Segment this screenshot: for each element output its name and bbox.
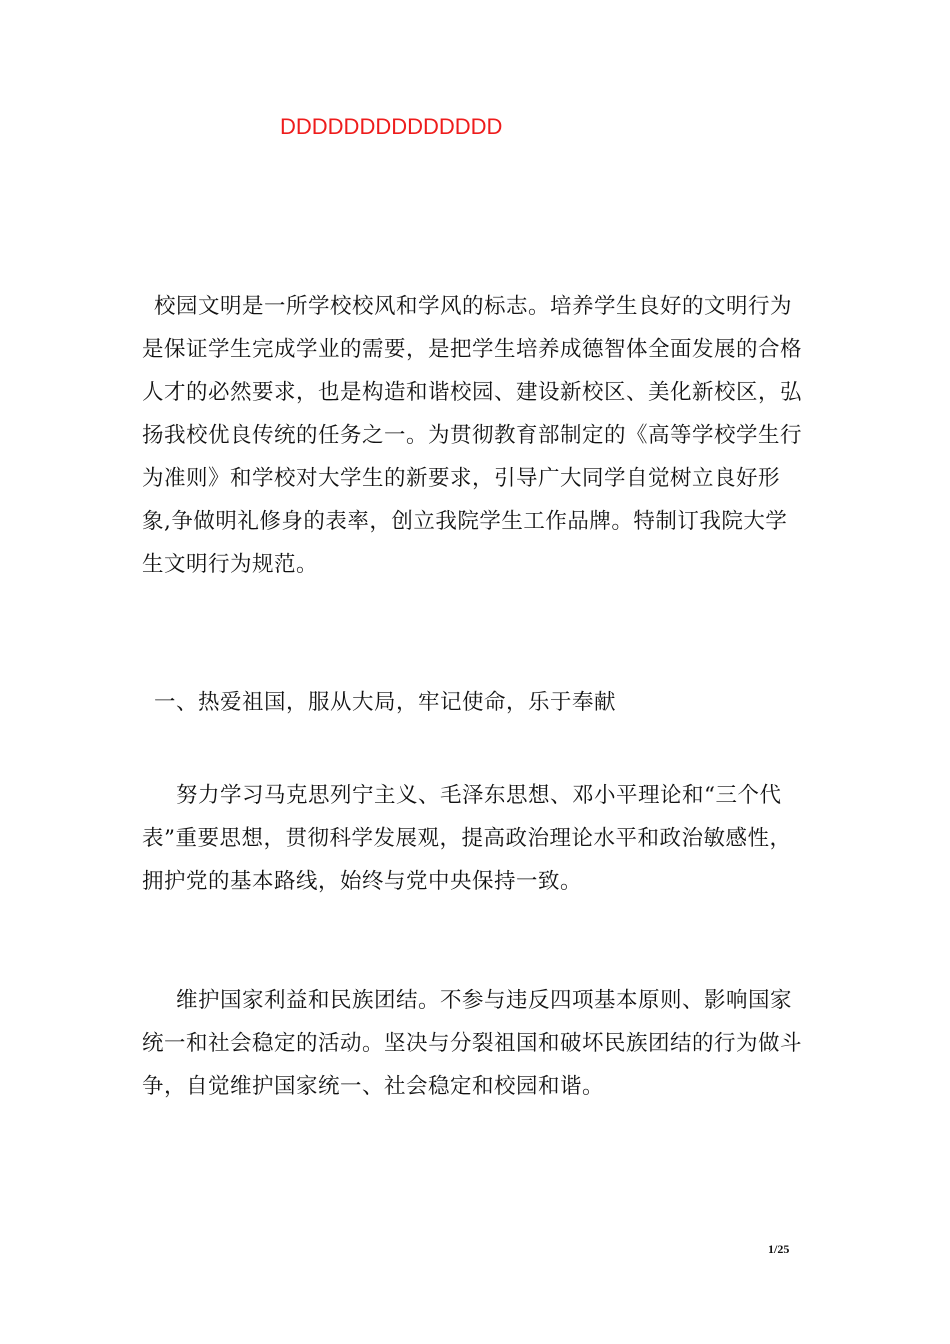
page-number: 1/25 [768, 1242, 790, 1256]
paragraph-intro: 校园文明是一所学校校风和学风的标志。培养学生良好的文明行为是保证学生完成学业的需要，是把学生培养成德智体全面发展的合格人才的必然要求，也是构造和谐校园、建设新校区、美化新校区，弘扬我校优良传统的任务之一。为贯彻教育部制定的《高等学校学生行为准则》和学校对大学生的新要求，引导广大同学自觉树立良好形象,争做明礼修身的表率，创立我院学生工作品牌。特制订我院大学生文明行为规范。 [142, 294, 803, 577]
paragraph-1-1: 努力学习马克思列宁主义、毛泽东思想、邓小平理论和“三个代表”重要思想，贯彻科学发展观，提高政治理论水平和政治敏感性，拥护党的基本路线，始终与党中央保持一致。 [142, 783, 792, 894]
section-heading-1: 一、热爱祖国，服从大局，牢记使命，乐于奉献 [154, 690, 617, 715]
paragraph-1-2: 维护国家利益和民族团结。不参与违反四项基本原则、影响国家统一和社会稳定的活动。坚决与分裂祖国和破坏民族团结的行为做斗争，自觉维护国家统一、社会稳定和校园和谐。 [142, 988, 803, 1099]
document-header-title: DDDDDDDDDDDDDD [280, 114, 503, 139]
